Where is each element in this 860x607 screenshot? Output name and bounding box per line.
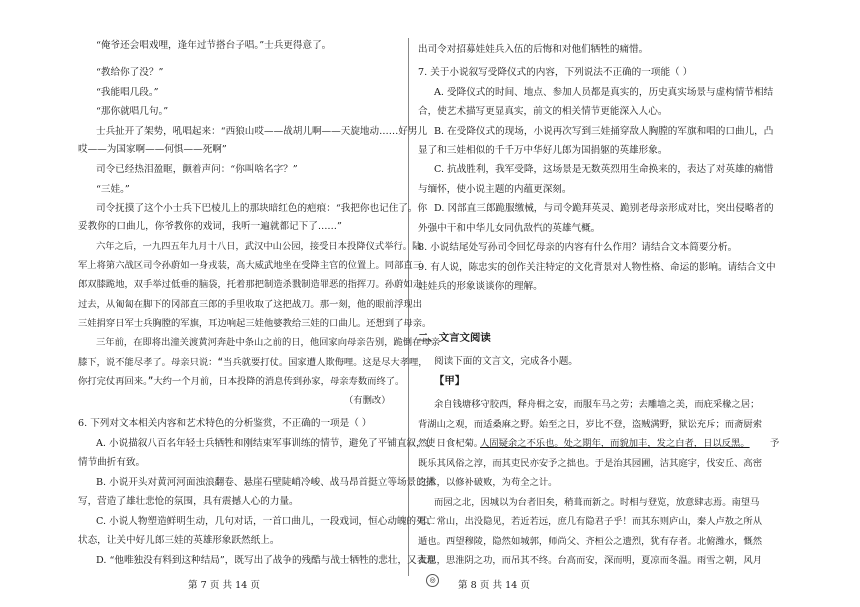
dialogue-line: 哎——为国家啊——何惧——死啊” xyxy=(78,144,227,155)
dialogue-line: “那你就唱几句。” xyxy=(96,106,169,117)
narration-line: 三年前，在即将出潼关渡黄河奔赴中条山之前的日，他回家向母亲告别，跪倒在母亲 xyxy=(96,337,440,348)
passage-label: 【甲】 xyxy=(434,375,466,387)
narration-line: 你打完仗再回来。”大约一个月前，日本投降的消息传到孙家，母亲寿数而终了。 xyxy=(78,376,405,387)
dialogue-line: 司令抚摸了这个小士兵下巴棱儿上的那块暗红色的疤痕：“我把你也记住了。你 xyxy=(96,203,428,214)
dialogue-line: 司令已经热泪盈眶，颤着声问：“你叫啥名字？” xyxy=(96,164,298,175)
dialogue-line: “俺爷还会唱戏哩，逢年过节搭台子唱。”士兵更得意了。 xyxy=(96,40,332,51)
question-9-cont: 娃娃兵的形象谈谈你的理解。 xyxy=(418,281,543,292)
classical-line: 背湖山之观，而适桑麻之野。始至之日，岁比不登，盗贼满野，狱讼充斥；而斋厨索 xyxy=(418,419,762,430)
dialogue-line: “教给你了没？” xyxy=(96,67,164,78)
classical-line: 遁也。西望穆陵，隐然如城郭，师尚父、齐桓公之遗烈，犹有存者。北俯潍水，慨然 xyxy=(418,536,762,547)
option-b: B. 在受降仪式的现场，小说再次写到三娃捅穿敌人胸膛的军旗和唱的口曲儿，凸 xyxy=(434,126,774,137)
option-b-cont: 显了和三娃相似的千千万中华好儿郎为国捐躯的英雄形象。 xyxy=(418,145,668,156)
classical-line: 之木，以修补破败，为苟全之计。 xyxy=(418,477,558,488)
classical-line: 耳、常山，出没隐见，若近若远，庶几有隐君子乎！而其东则庐山，秦人卢敖之所从 xyxy=(418,516,762,527)
narration-line: 郎双膝跪地，双手举过低垂的脑袋，托着那把制造杀戮制造罪恶的指挥刀。孙蔚如走 xyxy=(78,279,422,290)
dialogue-line: “三娃。” xyxy=(96,184,130,195)
source-note: （有删改） xyxy=(344,395,391,406)
dialogue-line: “我能唱几段。” xyxy=(96,87,159,98)
option-d: D. 冈部直三郎跪服缴械，与司令跪拜英灵、跪别老母亲形成对比，突出侵略者的 xyxy=(434,203,774,214)
question-8: 8. 小说结尾处写孙司令回忆母亲的内容有什么作用？请结合文本简要分析。 xyxy=(418,242,738,253)
option-b: B. 小说开头对黄河河面浊浪翻卷、悬崖石壁陡峭冷峻、战马昂首挺立等场景的描 xyxy=(96,477,436,488)
page-number-left: 第 7 页 共 14 页 xyxy=(188,580,260,591)
option-c: C. 小说人物塑造鲜明生动，几句对话，一首口曲儿，一段戏词，恒心动魄的死亡 xyxy=(96,516,436,527)
classical-line: 而园之北，因城以为台者旧矣，稍葺而新之。时相与登览，放意肆志焉。南望马 xyxy=(434,497,760,508)
option-c: C. 抗战胜利，我军受降，这场景是无数英烈用生命换来的，表达了对英雄的痛惜 xyxy=(434,164,774,175)
narration-line: 六年之后，一九四五年九月十八日，武汉中山公园，接受日本投降仪式举行。陆 xyxy=(96,241,422,252)
question-9: 9. 有人说，陈忠实的创作关注特定的文化背景对人物性格、命运的影响。请结合文中 xyxy=(418,262,776,273)
narration-line: 过去，从匍匐在脚下的冈部直三郎的手里收取了这把战刀。那一刻，他的眼前浮现出 xyxy=(78,299,422,310)
dialogue-line: 妥教你的口曲儿，你爷教你的戏词，我听一遍就都记下了……” xyxy=(78,221,342,232)
classical-line: 太息，思淮阴之功，而吊其不终。台高而安，深而明，夏凉而冬温。雨雪之朝，风月 xyxy=(418,555,762,566)
option-c-cont: 状态，让关中好儿郎三娃的英雄形象跃然纸上。 xyxy=(78,535,280,546)
option-a-cont: 情节曲折有致。 xyxy=(78,457,146,468)
classical-line: 予 xyxy=(770,438,780,449)
binding-circle-mark: ◎ xyxy=(426,574,439,587)
classical-line: 然，日食杞菊。 xyxy=(418,438,484,449)
classical-line: 既乐其风俗之淳，而其吏民亦安予之拙也。于是治其园圃，洁其庭宇，伐安丘、高密 xyxy=(418,458,762,469)
option-a-cont: 合，使艺术描写更显真实，前文的相关情节更能深入人心。 xyxy=(418,106,668,117)
option-b-cont: 写，营造了雄壮悲怆的氛围，具有震撼人心的力量。 xyxy=(78,496,299,507)
option-d-cont: 出司令对招募娃娃兵入伍的后悔和对他们牺牲的痛惜。 xyxy=(418,44,649,55)
section-heading: 二、文言文阅读 xyxy=(418,332,491,344)
section-instruction: 阅读下面的文言文，完成各小题。 xyxy=(434,356,578,367)
narration-line: 膝下，说不能尽孝了。母亲只说：“当兵就要打仗。国家遭人欺侮哩。这是尽大孝哩， xyxy=(78,357,428,368)
page-number-right: 第 8 页 共 14 页 xyxy=(458,580,530,591)
underlined-sentence: 人固疑余之不乐也。处之期年，而貌加丰，发之白者，日以反黑。 xyxy=(480,438,750,449)
option-d: D. “他唯独没有料到这种结局”，既写出了战争的残酷与战士牺牲的悲壮，又表现 xyxy=(96,555,436,566)
option-a: A. 小说描叙八百名年轻士兵牺牲和刚结束军事训练的情节，避免了平铺直叙，使 xyxy=(96,438,436,449)
option-c-cont: 与缅怀，使小说主题的内蕴更深刻。 xyxy=(418,184,572,195)
option-a: A. 受降仪式的时间、地点、参加人员都是真实的，历史真实场景与虚构情节相结 xyxy=(434,87,774,98)
classical-line: 余自钱塘移守胶西，释舟楫之安，而服车马之劳；去雕墙之美，而庇采椽之居； xyxy=(434,399,760,410)
question-7: 7. 关于小说叙写受降仪式的内容，下列说法不正确的一项能（ ） xyxy=(418,67,693,78)
option-d-cont: 外强中干和中华儿女同仇敌忾的英雄气概。 xyxy=(418,223,601,234)
question-6: 6. 下列对文本相关内容和艺术特色的分析鉴赏，不正确的一项是（ ） xyxy=(78,418,372,429)
narration-line: 军上将第六战区司令孙蔚如一身戎装，高大威武地坐在受降主官的位置上。同部直三 xyxy=(78,260,422,271)
narration-line: 三娃捐穿日军士兵胸膛的军旗，耳边响起三娃他婆教给三娃的口曲儿。还想到了母亲。 xyxy=(78,318,432,329)
dialogue-line: 士兵扯开了架势，吼唱起来：“西狼山哎——战胡儿啊——天旋地动……好男儿 xyxy=(96,126,428,137)
